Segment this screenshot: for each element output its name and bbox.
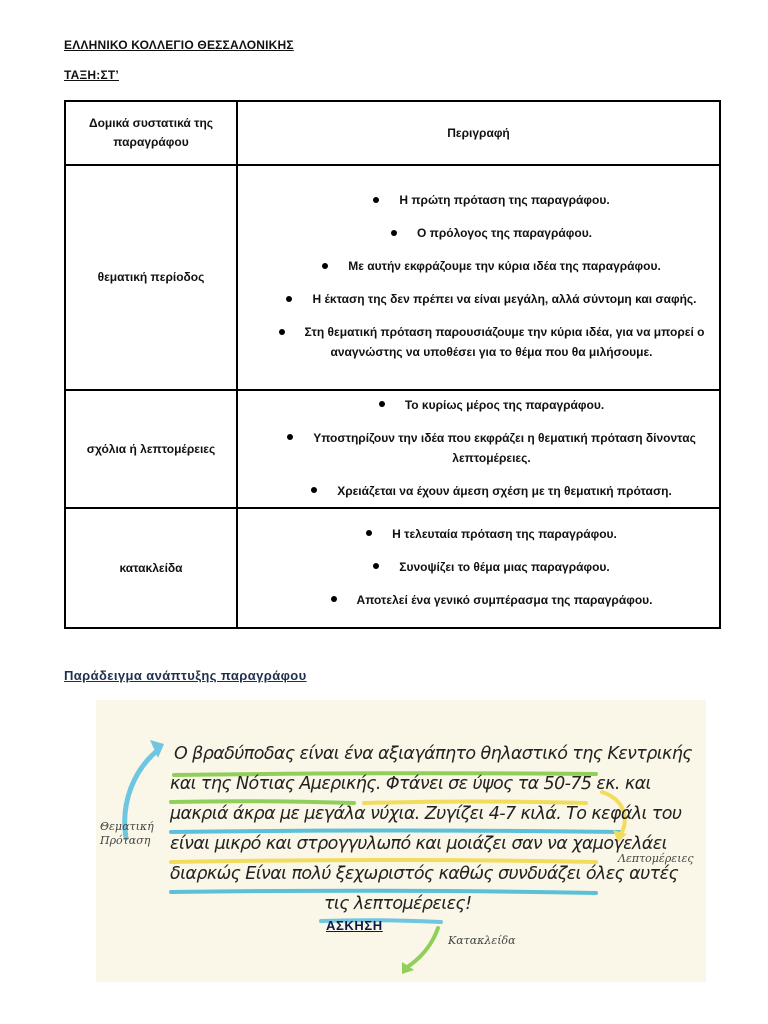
example-line: Ο βραδύποδας είναι ένα αξιαγάπητο θηλαστικό της Κεντρικής <box>174 744 692 764</box>
row-description <box>237 508 720 628</box>
details-label: Λεπτομέρειες <box>618 852 694 865</box>
table-row <box>65 390 720 508</box>
bullet-icon <box>379 401 385 407</box>
bullet-item: Η τελευταία πρόταση της παραγράφου. <box>278 524 705 544</box>
bullet-icon <box>279 329 285 335</box>
table-row <box>65 508 720 628</box>
underline-details <box>171 831 621 833</box>
bullet-item: Συνοψίζει το θέμα μιας παραγράφου. <box>278 557 705 577</box>
bullet-icon <box>366 530 372 536</box>
example-line: είναι μικρό και στρογγυλωπό και μοιάζει σαν να χαμογελάει <box>170 834 667 854</box>
example-title: Παράδειγμα ανάπτυξης παραγράφου <box>64 668 307 683</box>
underline-details <box>171 801 354 803</box>
table-row <box>65 165 720 390</box>
topic-sentence-label: Θεματική <box>100 820 154 833</box>
underline-details <box>364 802 586 804</box>
exercise-heading: ΑΣΚΗΣΗ <box>326 918 383 933</box>
conclusion-label: Κατακλείδα <box>448 934 516 947</box>
example-line: τις λεπτομέρειες! <box>324 894 472 914</box>
underline-details <box>171 860 596 862</box>
example-line: μακριά άκρα με μεγάλα νύχια. Ζυγίζει 4-7 κιλά. Το κεφάλι του <box>170 804 682 824</box>
topic-sentence-label: Πρόταση <box>100 834 151 847</box>
bullet-icon <box>331 596 337 602</box>
row-label: κατακλείδα <box>65 508 237 628</box>
bullet-item: Ο πρόλογος της παραγράφου. <box>278 223 705 243</box>
bullet-item: Η πρώτη πρόταση της παραγράφου. <box>278 190 705 210</box>
arrow-conclusion-icon <box>404 928 438 969</box>
bullet-item: Στη θεματική πρόταση παρουσιάζουμε την κύρια ιδέα, για να μπορεί ο αναγνώστης να υποθέσει για το θέμα που θα μιλήσουμε. <box>278 322 705 362</box>
paragraph-structure-table <box>64 100 721 629</box>
bullet-item: Υποστηρίζουν την ιδέα που εκφράζει η θεματική πρόταση δίνοντας λεπτομέρειες. <box>278 428 705 468</box>
bullet-icon <box>391 230 397 236</box>
row-description <box>237 165 720 390</box>
col1-header: Δομικά συστατικά της παραγράφου <box>65 101 237 165</box>
bullet-item: Η έκταση της δεν πρέπει να είναι μεγάλη, αλλά σύντομη και σαφής. <box>278 289 705 309</box>
table-header-row <box>65 101 720 165</box>
example-line: διαρκώς Είναι πολύ ξεχωριστός καθώς συνδυάζει όλες αυτές <box>170 864 679 884</box>
underline-details <box>171 891 596 893</box>
row-label: θεματική περίοδος <box>65 165 237 390</box>
bullet-icon <box>311 487 317 493</box>
row-label: σχόλια ή λεπτομέρειες <box>65 390 237 508</box>
bullet-icon <box>286 296 292 302</box>
col2-header: Περιγραφή <box>237 101 720 165</box>
bullet-icon <box>322 263 328 269</box>
bullet-item: Αποτελεί ένα γενικό συμπέρασμα της παραγράφου. <box>278 590 705 610</box>
example-line: και της Νότιας Αμερικής. Φτάνει σε ύψος τα 50-75 εκ. και <box>170 774 651 794</box>
example-paragraph-image <box>96 700 706 982</box>
bullet-item: Το κυρίως μέρος της παραγράφου. <box>278 395 705 415</box>
bullet-icon <box>373 197 379 203</box>
bullet-item: Με αυτήν εκφράζουμε την κύρια ιδέα της παραγράφου. <box>278 256 705 276</box>
bullet-icon <box>287 434 293 440</box>
bullet-item: Χρειάζεται να έχουν άμεση σχέση με τη θεματική πρόταση. <box>278 481 705 501</box>
bullet-icon <box>373 563 379 569</box>
row-description <box>237 390 720 508</box>
class-label: ΤΑΞΗ:ΣΤ’ <box>64 68 119 82</box>
school-name: ΕΛΛΗΝΙΚΟ ΚΟΛΛΕΓΙΟ ΘΕΣΣΑΛΟΝΙΚΗΣ <box>64 38 294 52</box>
